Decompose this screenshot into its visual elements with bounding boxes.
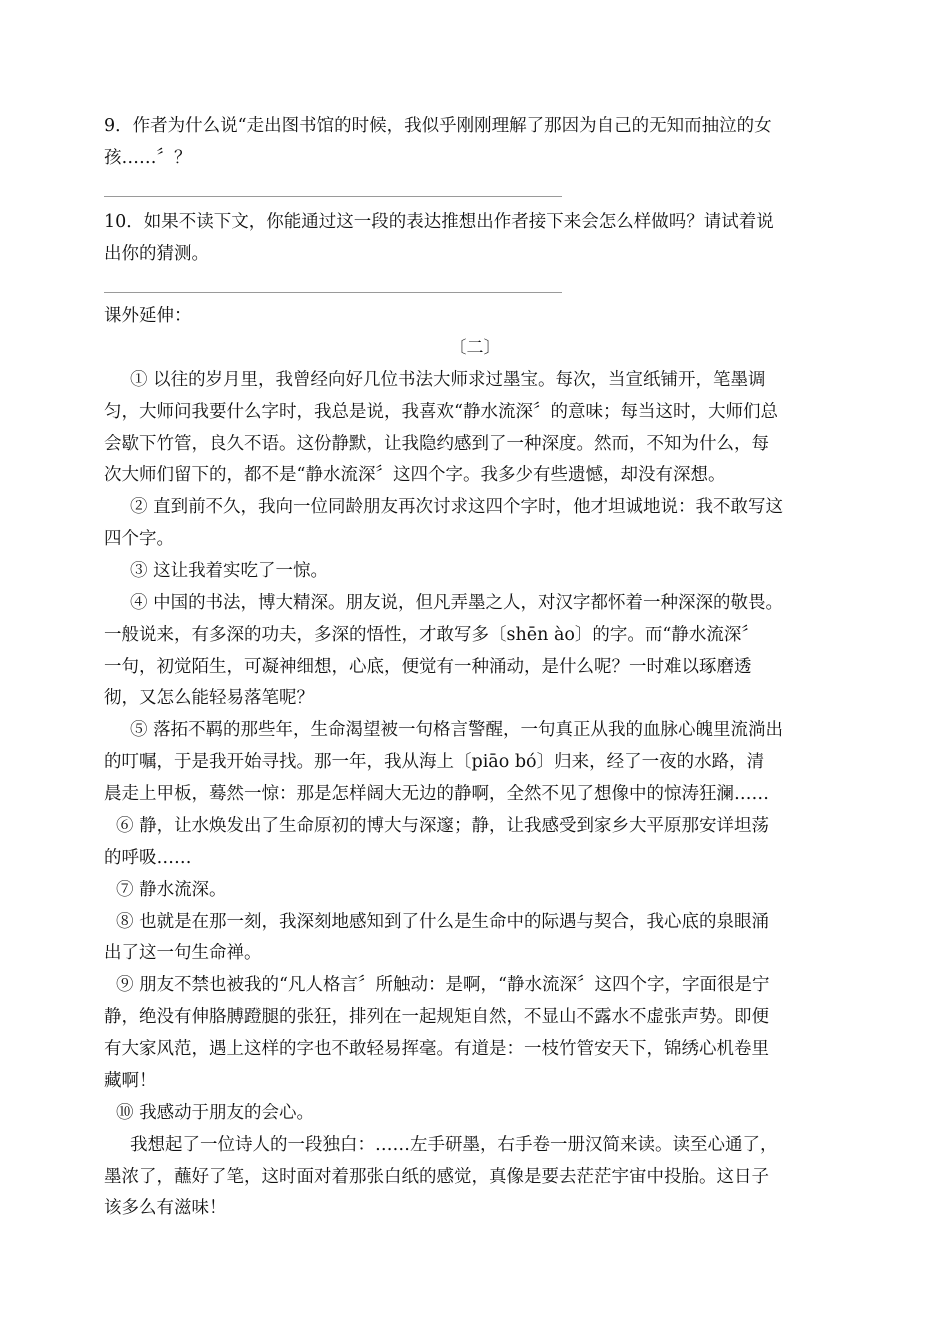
passage-line: ⑨ 朋友不禁也被我的“凡人格言〞所触动：是啊，“静水流深〞这四个字，字面很是宁 [116, 975, 770, 995]
passage-line: 晨走上甲板，蓦然一惊：那是怎样阔大无边的静啊，全然不见了想像中的惊涛狂澜…… [104, 784, 769, 804]
passage-line: 四个字。 [104, 529, 174, 549]
passage-line: 次大师们留下的，都不是“静水流深〞这四个字。我多少有些遗憾，却没有深想。 [104, 465, 726, 485]
question-9-line-2: 孩……〞？ [104, 148, 192, 168]
passage-line: ⑧ 也就是在那一刻，我深刻地感知到了什么是生命中的际遇与契合，我心底的泉眼涌 [116, 912, 770, 932]
passage-line: ⑩ 我感动于朋友的会心。 [116, 1103, 315, 1123]
section-title: 〔二〕 [449, 338, 501, 358]
question-10-line-1: 10．如果不读下文，你能通过这一段的表达推想出作者接下来会怎么样做吗？请试着说 [104, 212, 774, 232]
passage-line: ③ 这让我着实吃了一惊。 [130, 561, 329, 581]
passage-line: ④ 中国的书法，博大精深。朋友说，但凡弄墨之人，对汉字都怀着一种深深的敬畏。 [130, 593, 784, 613]
passage-line: 的呼吸…… [104, 848, 192, 868]
passage-line: 出了这一句生命禅。 [104, 943, 262, 963]
passage-line: 会歇下竹管，良久不语。这份静默，让我隐约感到了一种深度。然而，不知为什么，每 [104, 434, 769, 454]
passage-line: 的叮嘱，于是我开始寻找。那一年，我从海上〔piāo bó〕归来，经了一夜的水路，清 [104, 752, 765, 772]
passage-line: 彻，又怎么能轻易落笔呢？ [104, 688, 314, 708]
passage-line: 匀，大师问我要什么字时，我总是说，我喜欢“静水流深〞的意味；每当这时，大师们总 [104, 402, 778, 422]
passage-line: 有大家风范，遇上这样的字也不敢轻易挥毫。有道是：一枝竹管安天下，锦绣心机卷里 [104, 1039, 769, 1059]
passage-line: 墨浓了，蘸好了笔，这时面对着那张白纸的感觉，真像是要去茫茫宇宙中投胎。这日子 [104, 1167, 769, 1187]
passage-line: 藏啊！ [104, 1071, 157, 1091]
passage-line: ⑦ 静水流深。 [116, 880, 227, 900]
question-9-line-1: 9．作者为什么说“走出图书馆的时候，我似乎刚刚理解了那因为自己的无知而抽泣的女 [104, 116, 772, 136]
passage-line: ① 以往的岁月里，我曾经向好几位书法大师求过墨宝。每次，当宣纸铺开，笔墨调 [130, 370, 766, 390]
passage-line: 该多么有滋味！ [104, 1198, 227, 1218]
passage-line: 静，绝没有伸胳膊蹬腿的张狂，排列在一起规矩自然，不显山不露水不虚张声势。即便 [104, 1007, 769, 1027]
answer-line-10 [104, 292, 562, 293]
passage-line: ② 直到前不久，我向一位同龄朋友再次讨求这四个字时，他才坦诚地说：我不敢写这 [130, 497, 784, 517]
passage-line: ⑤ 落拓不羁的那些年，生命渴望被一句格言警醒，一句真正从我的血脉心魄里流淌出 [130, 720, 784, 740]
passage-line: ⑥ 静，让水焕发出了生命原初的博大与深邃；静，让我感受到家乡大平原那安详坦荡 [116, 816, 770, 836]
extension-label: 课外延伸： [104, 306, 192, 326]
passage-line: 我想起了一位诗人的一段独白：……左手研墨，右手卷一册汉简来读。读至心通了， [130, 1135, 778, 1155]
passage-line: 一句，初觉陌生，可凝神细想，心底，便觉有一种涌动，是什么呢？一时难以琢磨透 [104, 657, 752, 677]
passage-line: 一般说来，有多深的功夫，多深的悟性，才敢写多〔shēn ào〕的字。而“静水流深〞 [104, 625, 759, 645]
answer-line-9 [104, 196, 562, 197]
question-10-line-2: 出你的猜测。 [104, 244, 209, 264]
